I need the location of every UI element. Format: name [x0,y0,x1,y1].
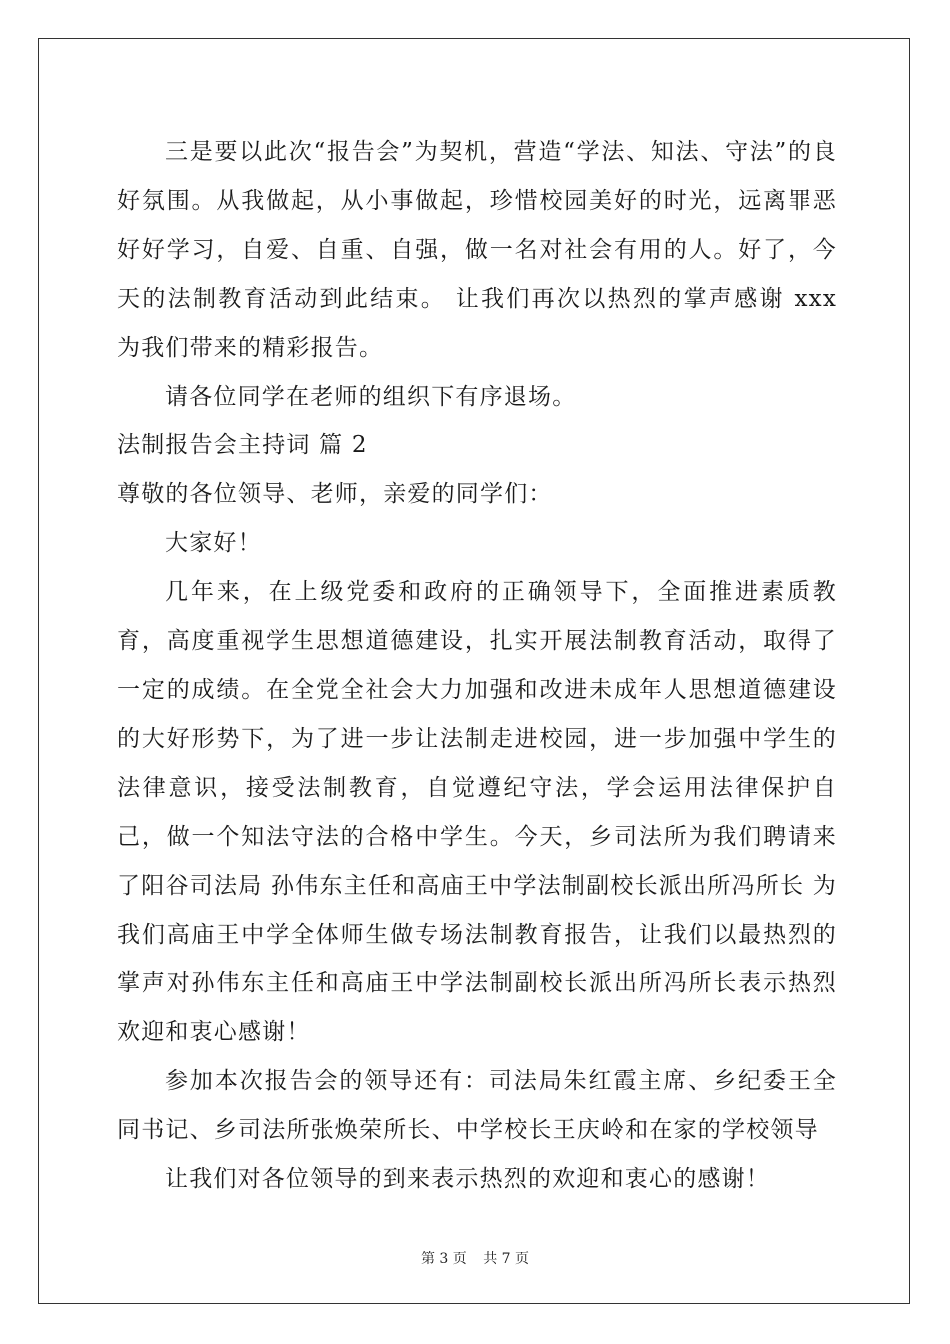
page-footer [0,1248,950,1268]
section-heading: 法制报告会主持词 篇 2 [117,432,368,459]
page-total: 共 7 页 [483,1251,530,1267]
page-number: 第 3 页 [420,1251,467,1267]
paragraph-welcome: 让我们对各位领导的到来表示热烈的欢迎和衷心的感谢！ [165,1166,770,1193]
greeting: 大家好！ [165,530,262,557]
paragraph-introduction: 几年来，在上级党委和政府的正确领导下，全面推进素质教育，高度重视学生思想道德建设，扎实开展法制教育活动，取得了一定的成绩。在全党全社会大力加强和改进未成年人思想道德建设的大好形势下，为了进一步让法制走进校园，进一步加强中学生的法律意识，接受法制教育，自觉遵纪守法，学会运用法律保护自己，做一个知法守法的合格中学生。今天，乡司法所为我们聘请来了阳谷司法局 孙伟东主任和高庙王中学法制副校长派出所冯所长 为我们高庙王中学全体师生做专场法制教育报告，让我们以最热烈的掌声对孙伟东主任和高庙王中学法制副校长派出所冯所长表示热烈欢迎和衷心感谢！ [117,579,837,1046]
paragraph-closing-remarks: 三是要以此次“报告会”为契机，营造“学法、知法、守法”的良好氛围。从我做起，从小事做起，珍惜校园美好的时光，远离罪恶好好学习，自爱、自重、自强，做一名对社会有用的人。好了，今天的法制教育活动到此结束。 让我们再次以热烈的掌声感谢 xxx 为我们带来的精彩报告。 [117,139,837,361]
salutation: 尊敬的各位领导、老师，亲爱的同学们： [117,481,553,508]
paragraph-attending-leaders: 参加本次报告会的领导还有：司法局朱红霞主席、乡纪委王全同书记、乡司法所张焕荣所长、中学校长王庆岭和在家的学校领导 [117,1068,837,1144]
document-body [117,128,837,1204]
paragraph-dismissal: 请各位同学在老师的组织下有序退场。 [165,383,577,410]
